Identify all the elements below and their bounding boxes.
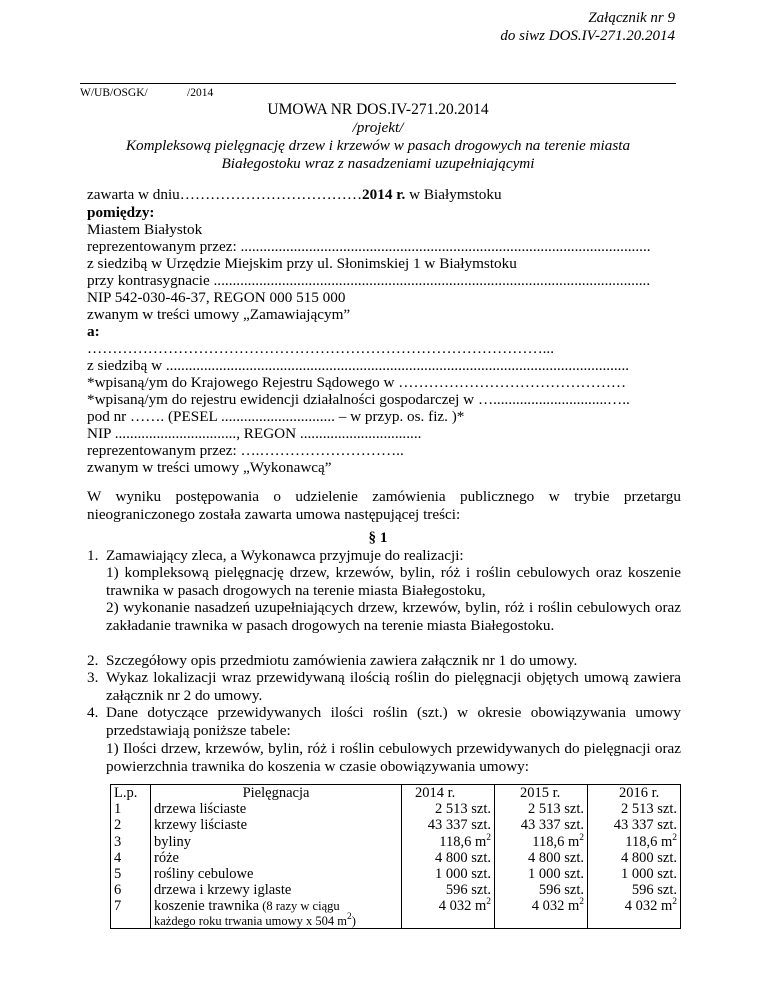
- table-cell-2014: 2 513 szt.: [435, 801, 491, 818]
- city-countersign: przy kontrasygnacie ...................................................................................................................: [87, 272, 651, 289]
- header-rule: [80, 83, 676, 84]
- table-cell-2015: 118,6 $m^2$: [532, 832, 584, 850]
- table-cell-lp: 2: [114, 817, 122, 834]
- table-cell-2016: 4 032 $m^2$: [624, 897, 677, 915]
- table-cell-2014: 43 337 szt.: [427, 817, 491, 834]
- table-cell-lp: 5: [114, 866, 122, 883]
- year-2016-header: 2016 r.: [619, 785, 660, 801]
- table-cell-2015: 1 000 szt.: [528, 866, 584, 883]
- city-nip: NIP 542-030-46-37, REGON 000 515 000: [87, 289, 346, 306]
- year-2016-column: [588, 785, 681, 929]
- point-1-item-2: 2) wykonanie nasadzeń uzupełniających drzew, krzewów, bylin, róż i roślin cebulowych oraz zakładanie trawnika w pasach drogowych na terenie miasta Białegostoku.: [106, 599, 681, 634]
- table-cell-2014: 1 000 szt.: [435, 866, 491, 883]
- table-cell-2016: 596 szt.: [631, 882, 677, 899]
- contractor-dots: ………………………………………………………………………………...: [87, 340, 555, 357]
- contract-subtitle: /projekt/: [352, 119, 404, 136]
- city-called: zwanym w treści umowy „Zamawiającym”: [87, 306, 351, 323]
- lp-column: [111, 785, 151, 929]
- table-cell-2015: 596 szt.: [538, 882, 584, 899]
- table-cell-2015: 4 032 $m^2$: [531, 897, 584, 915]
- table-cell-2014: 596 szt.: [445, 882, 491, 899]
- table-caption: 1) Ilości drzew, krzewów, bylin, róż i roślin cebulowych przewidywanych do pielęgnacji oraz powierzchnia trawnika do koszenia w czasie obowiązywania umowy:: [106, 740, 681, 775]
- contractor-ceidg: *wpisaną/ym do rejestru ewidencji działalności gospodarczej w …..............................…..: [87, 391, 630, 408]
- contract-title: UMOWA NR DOS.IV-271.20.2014: [267, 101, 489, 118]
- contractor-krs: *wpisaną/ym do Krajowego Rejestru Sądowego w ………………………………………: [87, 374, 627, 391]
- between-label: pomiędzy:: [87, 204, 155, 221]
- city-represented: reprezentowanym przez: ............................................................................................................: [87, 238, 651, 255]
- description-header: Pielęgnacja: [242, 785, 310, 801]
- year-2014-column: [402, 785, 495, 929]
- table-cell-2016: 4 800 szt.: [621, 849, 677, 866]
- intro-paragraph: W wyniku postępowania o udzielenie zamówienia publicznego w trybie przetargu nieograniczonego została zawarta umowa następującej treści:: [87, 488, 681, 523]
- doc-number-prefix: W/UB/OSGK/: [80, 87, 148, 99]
- table-cell-2014: 4 032 $m^2$: [438, 897, 491, 915]
- table-cell-lp: 1: [114, 801, 122, 818]
- table-cell-name: rośliny cebulowe: [154, 866, 254, 883]
- attachment-label: Załącznik nr 9: [588, 10, 675, 26]
- point-4-number: 4.: [87, 704, 99, 721]
- point-1-text: Zamawiający zleca, a Wykonawca przyjmuje do realizacji:: [106, 547, 464, 564]
- table-cell-name: krzewy liściaste: [154, 817, 248, 834]
- contractor-called: zwanym w treści umowy „Wykonawcą”: [87, 459, 332, 476]
- section-mark: § 1: [368, 529, 388, 546]
- year-2015-column: [495, 785, 588, 929]
- table-cell-lp: 3: [114, 833, 122, 850]
- description-column: [151, 785, 402, 929]
- contractor-represented: reprezentowanym przez: ….………………………..: [87, 442, 404, 459]
- concluded-place: w Białymstoku: [405, 186, 502, 203]
- table-cell-name-mowing: koszenie trawnika (8 razy w ciągu: [154, 898, 340, 915]
- year-2015-header: 2015 r.: [520, 785, 561, 801]
- table-cell-2014: 118,6 $m^2$: [439, 832, 491, 850]
- table-cell-name: drzewa i krzewy iglaste: [154, 882, 292, 899]
- table-body-row: [111, 785, 681, 929]
- table-cell-name-mowing-note: każdego roku trwania umowy x 504 $m^2$): [154, 911, 356, 928]
- concluded-year: 2014 r.: [362, 186, 406, 203]
- point-2-number: 2.: [87, 652, 99, 669]
- contractor-nip: NIP ................................, REGON ................................: [87, 425, 422, 442]
- doc-number-year: /2014: [187, 87, 214, 99]
- table-cell-name: byliny: [154, 833, 192, 850]
- lp-header: L.p.: [114, 785, 138, 801]
- point-3-number: 3.: [87, 669, 99, 686]
- table-cell-2015: 43 337 szt.: [520, 817, 584, 834]
- point-2-text: Szczegółowy opis przedmiotu zamówienia zawiera załącznik nr 1 do umowy.: [106, 652, 578, 669]
- point-1-item-1: 1) kompleksową pielęgnację drzew, krzewów, bylin, róż i roślin cebulowych oraz koszenie trawnika w pasach drogowych na terenie miasta Białegostoku,: [106, 564, 681, 599]
- contractor-pesel: pod nr ……. (PESEL .............................. – w przyp. os. fiz. )*: [87, 408, 465, 425]
- table-cell-2015: 4 800 szt.: [528, 849, 584, 866]
- contract-subject-line2: Białegostoku wraz z nasadzeniami uzupełniającymi: [221, 155, 535, 172]
- table-cell-lp: 6: [114, 882, 122, 899]
- table-cell-2016: 43 337 szt.: [613, 817, 677, 834]
- year-2014-header: 2014 r.: [415, 785, 456, 801]
- contractor-seat: z siedzibą w ..........................................................................................................................: [87, 357, 630, 374]
- concluded-prefix: zawarta w dniu………………………………: [87, 186, 363, 203]
- table-cell-lp: 4: [114, 849, 122, 866]
- table-cell-2015: 2 513 szt.: [528, 801, 584, 818]
- contract-subject-line1: Kompleksową pielęgnację drzew i krzewów w pasach drogowych na terenie miasta: [125, 137, 631, 154]
- concluded-line: [87, 186, 502, 203]
- point-4-text: Dane dotyczące przewidywanych ilości roślin (szt.) w okresie obowiązywania umowy przedstawiają poniższe tabele:: [106, 704, 681, 739]
- point-3-text: Wykaz lokalizacji wraz przewidywaną ilością roślin do pielęgnacji objętych umową zawiera załącznik nr 2 do umowy.: [106, 669, 681, 704]
- plants-table: [110, 784, 681, 929]
- attachment-ref: do siwz DOS.IV-271.20.2014: [500, 28, 675, 44]
- table-cell-2016: 1 000 szt.: [621, 866, 677, 883]
- city-party: Miastem Białystok: [87, 221, 203, 238]
- city-seat: z siedzibą w Urzędzie Miejskim przy ul. Słonimskiej 1 w Białymstoku: [87, 255, 517, 272]
- table-cell-2016: 118,6 $m^2$: [625, 832, 677, 850]
- table-cell-lp: 7: [114, 898, 122, 915]
- point-1-number: 1.: [87, 547, 99, 564]
- table-cell-2016: 2 513 szt.: [621, 801, 677, 818]
- table-cell-name: drzewa liściaste: [154, 801, 247, 818]
- table-cell-name: róże: [154, 849, 179, 866]
- and-label: a:: [87, 323, 100, 340]
- table-cell-2014: 4 800 szt.: [435, 849, 491, 866]
